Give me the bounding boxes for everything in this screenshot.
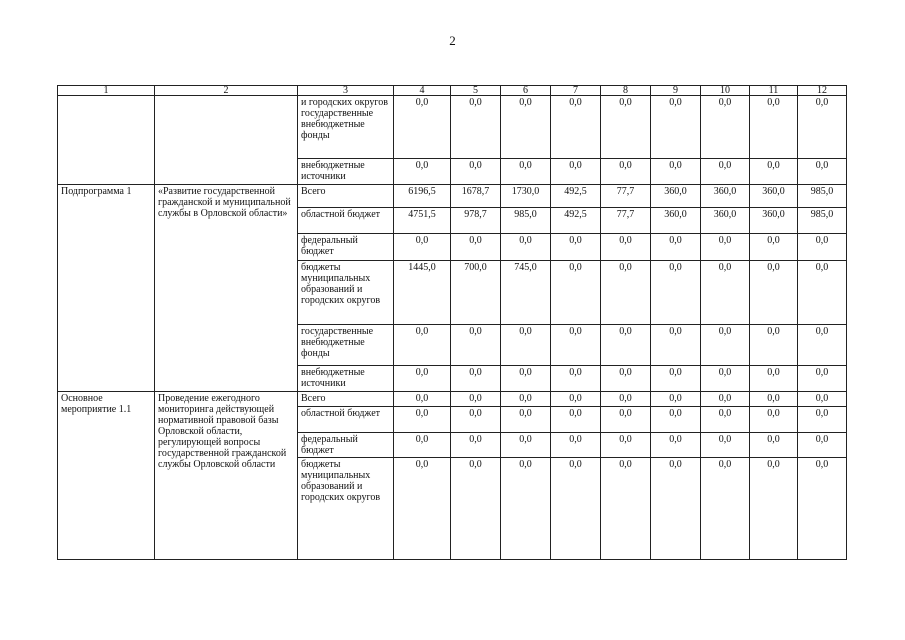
row-description: «Развитие государственной гражданской и муниципальной службы в Орловской области»	[155, 185, 298, 392]
header-cell: 2	[155, 86, 298, 96]
value-cell: 0,0	[601, 159, 651, 185]
value-cell: 0,0	[750, 366, 798, 392]
value-cell: 0,0	[701, 159, 750, 185]
value-cell: 745,0	[501, 260, 551, 325]
value-cell: 360,0	[651, 207, 701, 233]
value-cell: 0,0	[798, 392, 847, 406]
value-cell: 0,0	[551, 96, 601, 159]
value-cell: 0,0	[451, 458, 501, 560]
value-cell: 360,0	[701, 185, 750, 207]
value-cell: 0,0	[394, 366, 451, 392]
value-cell: 6196,5	[394, 185, 451, 207]
value-cell: 0,0	[798, 234, 847, 260]
value-cell: 0,0	[394, 96, 451, 159]
value-cell: 0,0	[501, 433, 551, 458]
value-cell: 0,0	[701, 260, 750, 325]
header-cell: 8	[601, 86, 651, 96]
value-cell: 0,0	[601, 260, 651, 325]
value-cell: 0,0	[394, 458, 451, 560]
value-cell: 0,0	[601, 96, 651, 159]
funding-source: и городских округов государственные внебюджетные фонды	[298, 96, 394, 159]
value-cell: 0,0	[551, 458, 601, 560]
value-cell: 0,0	[701, 406, 750, 432]
value-cell: 0,0	[701, 392, 750, 406]
header-cell: 3	[298, 86, 394, 96]
value-cell: 1730,0	[501, 185, 551, 207]
value-cell: 0,0	[750, 406, 798, 432]
funding-source: Всего	[298, 185, 394, 207]
value-cell: 0,0	[750, 325, 798, 366]
row-section-label: Основное мероприятие 1.1	[58, 392, 155, 560]
value-cell: 0,0	[798, 260, 847, 325]
header-cell: 6	[501, 86, 551, 96]
value-cell: 0,0	[551, 159, 601, 185]
value-cell: 978,7	[451, 207, 501, 233]
value-cell: 0,0	[394, 433, 451, 458]
value-cell: 4751,5	[394, 207, 451, 233]
header-cell: 1	[58, 86, 155, 96]
value-cell: 0,0	[750, 260, 798, 325]
value-cell: 0,0	[551, 366, 601, 392]
value-cell: 0,0	[601, 433, 651, 458]
value-cell: 0,0	[601, 458, 651, 560]
value-cell: 0,0	[451, 392, 501, 406]
value-cell: 0,0	[601, 392, 651, 406]
value-cell: 77,7	[601, 207, 651, 233]
value-cell: 0,0	[501, 325, 551, 366]
table-row	[58, 96, 847, 159]
value-cell: 0,0	[451, 366, 501, 392]
value-cell: 0,0	[651, 458, 701, 560]
value-cell: 0,0	[551, 406, 601, 432]
value-cell: 0,0	[750, 433, 798, 458]
budget-table	[57, 85, 847, 560]
row-section-label: Подпрограмма 1	[58, 185, 155, 392]
table-row	[58, 185, 847, 207]
header-cell: 10	[701, 86, 750, 96]
value-cell: 0,0	[798, 96, 847, 159]
value-cell: 0,0	[551, 325, 601, 366]
value-cell: 0,0	[798, 458, 847, 560]
value-cell: 985,0	[798, 185, 847, 207]
funding-source: областной бюджет	[298, 406, 394, 432]
header-cell: 4	[394, 86, 451, 96]
value-cell: 360,0	[651, 185, 701, 207]
value-cell: 0,0	[451, 96, 501, 159]
value-cell: 492,5	[551, 207, 601, 233]
value-cell: 1445,0	[394, 260, 451, 325]
value-cell: 360,0	[750, 207, 798, 233]
value-cell: 0,0	[601, 366, 651, 392]
value-cell: 0,0	[394, 392, 451, 406]
value-cell: 0,0	[701, 325, 750, 366]
value-cell: 0,0	[750, 96, 798, 159]
value-cell: 0,0	[701, 96, 750, 159]
value-cell: 0,0	[701, 458, 750, 560]
header-cell: 12	[798, 86, 847, 96]
value-cell: 360,0	[750, 185, 798, 207]
value-cell: 0,0	[651, 159, 701, 185]
row-description	[155, 96, 298, 185]
value-cell: 0,0	[798, 433, 847, 458]
value-cell: 0,0	[551, 234, 601, 260]
funding-source: государственные внебюджетные фонды	[298, 325, 394, 366]
funding-source: внебюджетные источники	[298, 159, 394, 185]
value-cell: 0,0	[651, 433, 701, 458]
value-cell: 0,0	[651, 392, 701, 406]
funding-source: Всего	[298, 392, 394, 406]
value-cell: 0,0	[451, 325, 501, 366]
value-cell: 0,0	[501, 458, 551, 560]
header-cell: 7	[551, 86, 601, 96]
value-cell: 0,0	[501, 366, 551, 392]
value-cell: 0,0	[394, 406, 451, 432]
value-cell: 0,0	[651, 96, 701, 159]
value-cell: 1678,7	[451, 185, 501, 207]
value-cell: 985,0	[798, 207, 847, 233]
value-cell: 0,0	[750, 458, 798, 560]
value-cell: 0,0	[601, 406, 651, 432]
value-cell: 0,0	[651, 325, 701, 366]
value-cell: 0,0	[701, 234, 750, 260]
value-cell: 0,0	[551, 260, 601, 325]
value-cell: 0,0	[501, 96, 551, 159]
value-cell: 0,0	[501, 392, 551, 406]
value-cell: 0,0	[701, 433, 750, 458]
header-cell: 5	[451, 86, 501, 96]
value-cell: 0,0	[451, 159, 501, 185]
funding-source: внебюджетные источники	[298, 366, 394, 392]
value-cell: 0,0	[551, 433, 601, 458]
table-row	[58, 392, 847, 406]
value-cell: 0,0	[551, 392, 601, 406]
value-cell: 0,0	[701, 366, 750, 392]
value-cell: 0,0	[501, 159, 551, 185]
value-cell: 0,0	[798, 406, 847, 432]
value-cell: 0,0	[451, 234, 501, 260]
value-cell: 0,0	[394, 159, 451, 185]
value-cell: 0,0	[394, 234, 451, 260]
header-row	[58, 86, 847, 96]
value-cell: 0,0	[451, 433, 501, 458]
value-cell: 0,0	[501, 406, 551, 432]
value-cell: 0,0	[750, 392, 798, 406]
value-cell: 0,0	[651, 234, 701, 260]
value-cell: 0,0	[750, 159, 798, 185]
value-cell: 0,0	[501, 234, 551, 260]
value-cell: 0,0	[651, 260, 701, 325]
value-cell: 985,0	[501, 207, 551, 233]
value-cell: 360,0	[701, 207, 750, 233]
funding-source: бюджеты муниципальных образований и городских округов	[298, 260, 394, 325]
value-cell: 0,0	[798, 366, 847, 392]
page-number: 2	[449, 33, 456, 48]
value-cell: 0,0	[601, 325, 651, 366]
value-cell: 492,5	[551, 185, 601, 207]
value-cell: 0,0	[651, 366, 701, 392]
funding-source: бюджеты муниципальных образований и городских округов	[298, 458, 394, 560]
value-cell: 0,0	[750, 234, 798, 260]
row-description: Проведение ежегодного мониторинга действующей нормативной правовой базы Орловской области, регулирующей вопросы государственной гражданской службы Орловской области	[155, 392, 298, 560]
value-cell: 700,0	[451, 260, 501, 325]
table-body	[58, 96, 847, 560]
funding-source: федеральный бюджет	[298, 234, 394, 260]
value-cell: 0,0	[394, 325, 451, 366]
value-cell: 0,0	[601, 234, 651, 260]
header-cell: 11	[750, 86, 798, 96]
funding-source: областной бюджет	[298, 207, 394, 233]
value-cell: 0,0	[651, 406, 701, 432]
header-cell: 9	[651, 86, 701, 96]
value-cell: 77,7	[601, 185, 651, 207]
value-cell: 0,0	[798, 325, 847, 366]
funding-source: федеральный бюджет	[298, 433, 394, 458]
value-cell: 0,0	[451, 406, 501, 432]
row-section-label	[58, 96, 155, 185]
value-cell: 0,0	[798, 159, 847, 185]
